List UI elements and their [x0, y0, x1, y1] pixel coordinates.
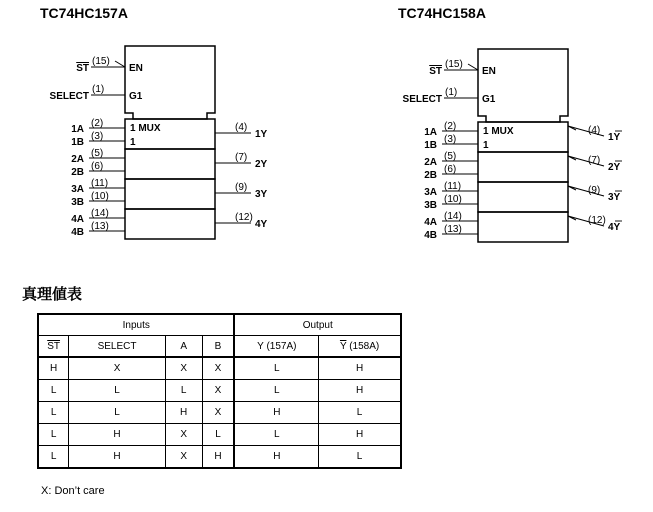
cell-b: X: [202, 402, 234, 424]
chip-title-158a: TC74HC158A: [398, 5, 486, 21]
l157-control-label-2: SELECT: [49, 91, 89, 102]
cell-select: H: [69, 446, 166, 469]
r158-input-label-4b: 4B: [424, 230, 437, 241]
l157-mux-section-4: [125, 209, 215, 239]
cell-a: X: [165, 424, 202, 446]
r158-control-pin-1: (15): [445, 59, 463, 70]
table-row: [38, 446, 401, 469]
l157-output-label-4y: 4Y: [255, 219, 268, 230]
chip-title-157a: TC74HC157A: [40, 5, 128, 21]
header-a: A: [165, 336, 202, 358]
r158-input-pin-2b: (6): [444, 164, 457, 175]
r158-input-pin-3a: (11): [444, 181, 462, 192]
logic-diagram-158a: [403, 49, 622, 242]
l157-input-label-4b: 4B: [71, 227, 84, 238]
header-y-157a: Y (157A): [234, 336, 318, 358]
l157-input-label-2a: 2A: [71, 154, 84, 165]
l157-output-pin-4y: (12): [235, 212, 253, 223]
l157-input-pin-1b: (3): [91, 131, 104, 142]
header-select: SELECT: [69, 336, 166, 358]
l157-mux-section-3: [125, 179, 215, 209]
header-y-158a-symbol: $\overline{Y}$: [339, 340, 347, 352]
r158-input-label-1b: 1B: [424, 140, 437, 151]
cell-b: X: [202, 380, 234, 402]
header-y-158a: $\overline{Y}$ (158A): [319, 336, 401, 358]
l157-input-pin-3a: (11): [91, 178, 109, 189]
l157-input-pin-2b: (6): [91, 161, 104, 172]
l157-control-pin-1: (15): [92, 56, 110, 67]
r158-control-label-2: SELECT: [402, 94, 442, 105]
l157-control-pin-2: (1): [92, 84, 105, 95]
r158-input-pin-3b: (10): [444, 194, 462, 205]
r158-mux-section-3: [478, 182, 568, 212]
section-title: 真理値表: [22, 285, 83, 303]
cell-select: L: [69, 380, 166, 402]
table-group-row: [38, 314, 401, 336]
cell-y-158a: H: [319, 357, 401, 380]
cell-y-158a: L: [319, 446, 401, 469]
l157-input-label-1a: 1A: [71, 124, 84, 135]
r158-output-label-2y: 2Y: [608, 162, 621, 173]
l157-mux-label: 1 MUX: [130, 123, 161, 134]
dont-care-note: X: Don’t care: [41, 485, 105, 497]
r158-output-pin-4y: (12): [588, 215, 606, 226]
cell-st: L: [38, 380, 69, 402]
l157-input-pin-3b: (10): [91, 191, 109, 202]
cell-st: L: [38, 402, 69, 424]
cell-b: X: [202, 357, 234, 380]
cell-b: L: [202, 424, 234, 446]
l157-input-label-2b: 2B: [71, 167, 84, 178]
r158-mux-section-2: [478, 152, 568, 182]
r158-mux-section-4: [478, 212, 568, 242]
r158-input-pin-4b: (13): [444, 224, 462, 235]
l157-input-label-4a: 4A: [71, 214, 84, 225]
l157-input-pin-1a: (2): [91, 118, 104, 129]
r158-input-pin-1b: (3): [444, 134, 457, 145]
r158-input-label-3b: 3B: [424, 200, 437, 211]
cell-y-158a: H: [319, 380, 401, 402]
r158-control-label-1: ST: [429, 66, 442, 77]
cell-a: L: [165, 380, 202, 402]
r158-control-inner-1: EN: [482, 66, 496, 77]
r158-input-pin-1a: (2): [444, 121, 457, 132]
cell-y-157a: H: [234, 446, 318, 469]
cell-y-157a: H: [234, 402, 318, 424]
l157-control-inner-2: G1: [129, 91, 143, 102]
header-st-text: $\overline{ST}$: [47, 340, 61, 352]
inputs-group-header: Inputs: [38, 314, 234, 336]
l157-input-pin-2a: (5): [91, 148, 104, 159]
truth-table: [37, 313, 402, 469]
r158-output-pin-1y: (4): [588, 125, 601, 136]
l157-output-pin-2y: (7): [235, 152, 248, 163]
r158-output-pin-3y: (9): [588, 185, 601, 196]
cell-select: H: [69, 424, 166, 446]
r158-output-label-3y: 3Y: [608, 192, 621, 203]
cell-y-158a: H: [319, 424, 401, 446]
r158-input-label-2a: 2A: [424, 157, 437, 168]
header-st: [38, 336, 69, 358]
r158-input-label-4a: 4A: [424, 217, 437, 228]
cell-a: H: [165, 402, 202, 424]
r158-output-pin-2y: (7): [588, 155, 601, 166]
r158-control-pin-2: (1): [445, 87, 458, 98]
l157-output-pin-3y: (9): [235, 182, 248, 193]
r158-output-label-4y: 4Y: [608, 222, 621, 233]
cell-a: X: [165, 446, 202, 469]
r158-input-label-3a: 3A: [424, 187, 437, 198]
header-b: B: [202, 336, 234, 358]
l157-output-label-2y: 2Y: [255, 159, 268, 170]
r158-control-inner-2: G1: [482, 94, 496, 105]
l157-output-label-3y: 3Y: [255, 189, 268, 200]
l157-output-pin-1y: (4): [235, 122, 248, 133]
table-row: [38, 380, 401, 402]
r158-control-block: [478, 49, 568, 122]
l157-input-pin-4b: (13): [91, 221, 109, 232]
table-row: [38, 402, 401, 424]
r158-mux-one: 1: [483, 140, 489, 151]
cell-st: L: [38, 446, 69, 469]
cell-select: X: [69, 357, 166, 380]
l157-output-label-1y: 1Y: [255, 129, 268, 140]
l157-mux-one: 1: [130, 137, 136, 148]
r158-mux-label: 1 MUX: [483, 126, 514, 137]
table-row: [38, 424, 401, 446]
r158-input-label-1a: 1A: [424, 127, 437, 138]
l157-input-label-1b: 1B: [71, 137, 84, 148]
cell-y-157a: L: [234, 424, 318, 446]
table-row: [38, 357, 401, 380]
output-group-header: Output: [234, 314, 401, 336]
table-header-row: [38, 336, 401, 358]
cell-b: H: [202, 446, 234, 469]
r158-input-pin-2a: (5): [444, 151, 457, 162]
l157-control-inner-1: EN: [129, 63, 143, 74]
cell-st: H: [38, 357, 69, 380]
l157-control-label-1: ST: [76, 63, 89, 74]
cell-y-158a: L: [319, 402, 401, 424]
cell-a: X: [165, 357, 202, 380]
cell-select: L: [69, 402, 166, 424]
r158-output-label-1y: 1Y: [608, 132, 621, 143]
r158-input-pin-4a: (14): [444, 211, 462, 222]
cell-y-157a: L: [234, 357, 318, 380]
l157-input-label-3a: 3A: [71, 184, 84, 195]
l157-input-label-3b: 3B: [71, 197, 84, 208]
cell-y-157a: L: [234, 380, 318, 402]
cell-st: L: [38, 424, 69, 446]
l157-input-pin-4a: (14): [91, 208, 109, 219]
l157-mux-section-2: [125, 149, 215, 179]
logic-diagram-157a: [50, 46, 268, 239]
r158-input-label-2b: 2B: [424, 170, 437, 181]
l157-control-block: [125, 46, 215, 119]
